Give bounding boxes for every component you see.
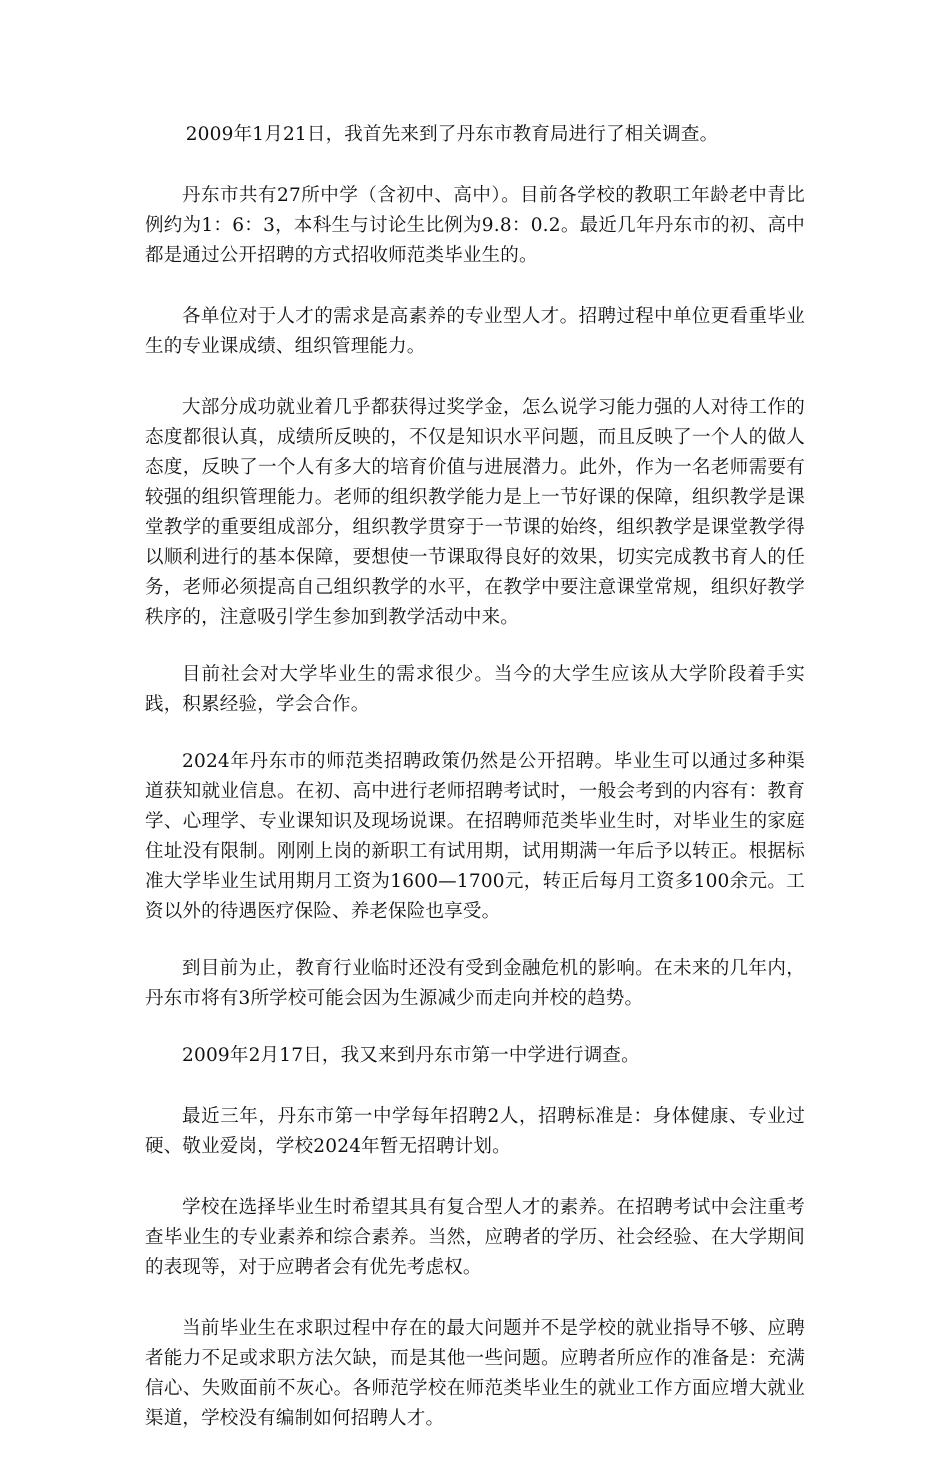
- paragraph-1: 2009年1月21日，我首先来到了丹东市教育局进行了相关调查。: [185, 124, 719, 145]
- paragraph-3: 各单位对于人才的需求是高素养的专业型人才。招聘过程中单位更看重毕业生的专业课成绩、组织管理能力。: [145, 306, 805, 357]
- paragraph-5: 目前社会对大学毕业生的需求很少。当今的大学生应该从大学阶段着手实践，积累经验，学会合作。: [145, 664, 805, 715]
- paragraph-4: 大部分成功就业着几乎都获得过奖学金，怎么说学习能力强的人对待工作的态度都很认真，成绩所反映的，不仅是知识水平问题，而且反映了一个人的做人态度，反映了一个人有多大的培育价值与进展潜力。此外，作为一名老师需要有较强的组织管理能力。老师的组织教学能力是上一节好课的保障，组织教学是课堂教学的重要组成部分，组织教学贯穿于一节课的始终，组织教学是课堂教学得以顺利进行的基本保障，要想使一节课取得良好的效果，切实完成教书育人的任务，老师必须提高自己组织教学的水平，在教学中要注意课堂常规，组织好教学秩序的，注意吸引学生参加到教学活动中来。: [145, 397, 805, 628]
- paragraph-2: 丹东市共有27所中学（含初中、高中）。目前各学校的教职工年龄老中青比例约为1：6：3，本科生与讨论生比例为9.8：0.2。最近几年丹东市的初、高中都是通过公开招聘的方式招收师范类毕业生的。: [145, 185, 805, 266]
- paragraph-6: 2024年丹东市的师范类招聘政策仍然是公开招聘。毕业生可以通过多种渠道获知就业信息。在初、高中进行老师招聘考试时，一般会考到的内容有：教育学、心理学、专业课知识及现场说课。在招聘师范类毕业生时，对毕业生的家庭住址没有限制。刚刚上岗的新职工有试用期，试用期满一年后予以转正。根据标准大学毕业生试用期月工资为1600—1700元，转正后每月工资多100余元。工资以外的待遇医疗保险、养老保险也享受。: [145, 751, 805, 922]
- paragraph-10: 学校在选择毕业生时希望其具有复合型人才的素养。在招聘考试中会注重考查毕业生的专业素养和综合素养。当然，应聘者的学历、社会经验、在大学期间的表现等，对于应聘者会有优先考虑权。: [145, 1197, 805, 1278]
- document-body: [145, 120, 805, 1465]
- paragraph-9: 最近三年，丹东市第一中学每年招聘2人，招聘标准是：身体健康、专业过硬、敬业爱岗，学校2024年暂无招聘计划。: [145, 1106, 805, 1157]
- paragraph-8: 2009年2月17日，我又来到丹东市第一中学进行调查。: [182, 1045, 640, 1066]
- paragraph-7: 到目前为止，教育行业临时还没有受到金融危机的影响。在未来的几年内，丹东市将有3所学校可能会因为生源减少而走向并校的趋势。: [145, 958, 805, 1009]
- paragraph-11: 当前毕业生在求职过程中存在的最大问题并不是学校的就业指导不够、应聘者能力不足或求职方法欠缺，而是其他一些问题。应聘者所应作的准备是：充满信心、失败面前不灰心。各师范学校在师范类毕业生的就业工作方面应增大就业渠道，学校没有编制如何招聘人才。: [145, 1318, 805, 1429]
